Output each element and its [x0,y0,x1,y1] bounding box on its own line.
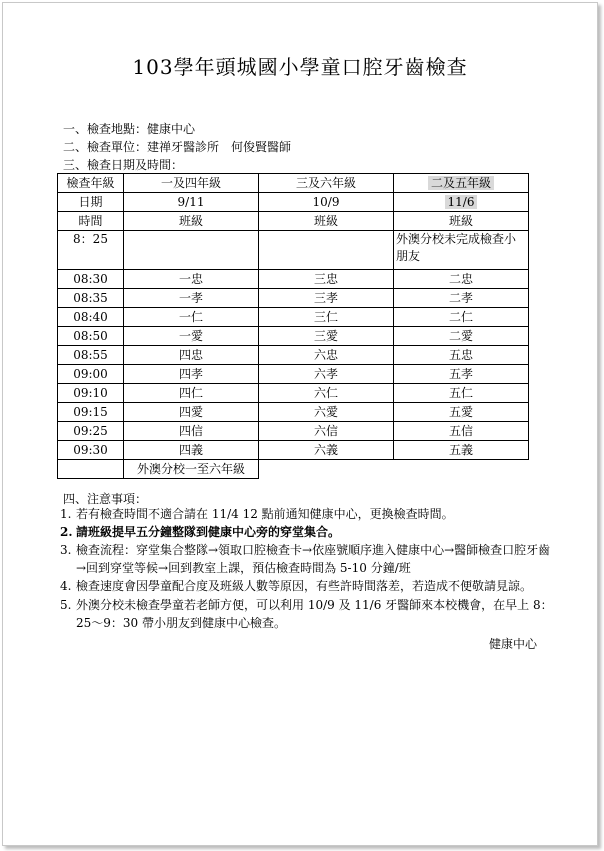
note-item [60,505,560,523]
table-cell [58,460,124,479]
table-row [58,346,529,365]
table-cell: 二愛 [394,327,529,346]
note-item [60,541,560,577]
table-cell: 六義 [259,441,394,460]
table-cell: 三忠 [259,270,394,289]
table-header-cell [394,174,529,193]
table-row [58,327,529,346]
note-item [60,596,560,632]
table-cell: 二忠 [394,270,529,289]
table-cell: 五愛 [394,403,529,422]
table-header-cell: 檢查年級 [58,174,124,193]
table-cell: 六信 [259,422,394,441]
note-item [60,577,560,595]
schedule-table [57,173,529,479]
document-page [2,2,598,846]
table-cell: 一忠 [124,270,259,289]
table-cell: 08:30 [58,270,124,289]
note-number: 2. [60,525,73,539]
note-number: 4. [60,579,72,593]
table-cell [394,193,529,212]
table-cell: 五信 [394,422,529,441]
page-title: 103學年頭城國小學童口腔牙齒檢查 [132,55,468,79]
table-cell: 9/11 [124,193,259,212]
table-cell: 四忠 [124,346,259,365]
table-row [58,289,529,308]
note-text: 請班級提早五分鐘整隊到健康中心旁的穿堂集合。 [76,525,341,539]
table-cell: 五忠 [394,346,529,365]
note-number: 5. [60,598,72,612]
note-number: 3. [60,543,72,557]
table-cell: 四孝 [124,365,259,384]
note-item [60,523,560,541]
table-cell [259,231,394,270]
notes-heading: 四、注意事項： [63,492,148,506]
table-cell: 三孝 [259,289,394,308]
table-cell: 一愛 [124,327,259,346]
table-cell: 一孝 [124,289,259,308]
table-cell: 09:10 [58,384,124,403]
table-row [58,231,529,270]
table-row [58,308,529,327]
table-row [58,422,529,441]
table-row [58,270,529,289]
table-row [58,441,529,460]
note-text: 外澳分校未檢查學童若老師方便，可以利用 10/9 及 11/6 牙醫師來本校機會，在早上 8：25～9：30 帶小朋友到健康中心檢查。 [76,598,553,630]
table-cell: 五孝 [394,365,529,384]
table-cell: 09:25 [58,422,124,441]
info-date: 三、檢查日期及時間： [63,158,184,172]
table-cell: 8：25 [58,231,124,270]
note-text: 檢查流程：穿堂集合整隊→領取口腔檢查卡→依座號順序進入健康中心→醫師檢查口腔牙齒→回到穿堂等候→回到教室上課，預估檢查時間為 5-10 分鐘/班 [76,543,551,575]
table-cell: 一仁 [124,308,259,327]
note-text: 若有檢查時間不適合請在 11/4 12 點前通知健康中心，更換檢查時間。 [76,507,454,521]
table-cell: 班級 [394,212,529,231]
table-cell: 班級 [259,212,394,231]
table-cell: 外澳分校未完成檢查小朋友 [394,231,529,270]
note-text: 檢查速度會因學童配合度及班級人數等原因，有些許時間落差，若造成不便敬請見諒。 [76,579,533,593]
table-header-row [58,174,529,193]
highlighted-grade: 二及五年級 [428,176,494,190]
note-number: 1. [60,507,72,521]
table-cell: 三仁 [259,308,394,327]
table-cell: 四愛 [124,403,259,422]
table-cell: 08:35 [58,289,124,308]
table-row [58,403,529,422]
table-empty [259,460,394,479]
table-cell: 五仁 [394,384,529,403]
table-date-row [58,193,529,212]
table-cell: 09:30 [58,441,124,460]
table-cell: 09:15 [58,403,124,422]
signature: 健康中心 [488,637,537,651]
table-cell: 五義 [394,441,529,460]
table-cell: 08:50 [58,327,124,346]
table-cell: 08:55 [58,346,124,365]
table-cell: 六孝 [259,365,394,384]
table-cell: 四信 [124,422,259,441]
table-cell: 日期 [58,193,124,212]
highlighted-date: 11/6 [445,195,478,209]
table-time-row [58,212,529,231]
table-cell: 時間 [58,212,124,231]
table-cell: 08:40 [58,308,124,327]
table-row [58,384,529,403]
table-cell: 09:00 [58,365,124,384]
table-cell: 二孝 [394,289,529,308]
table-cell: 四仁 [124,384,259,403]
table-cell [124,231,259,270]
table-cell: 班級 [124,212,259,231]
table-cell: 外澳分校一至六年級 [124,460,259,479]
table-cell: 三愛 [259,327,394,346]
table-footer-row [58,460,529,479]
table-cell: 二仁 [394,308,529,327]
table-cell: 10/9 [259,193,394,212]
table-cell: 六忠 [259,346,394,365]
table-cell: 六愛 [259,403,394,422]
table-cell: 六仁 [259,384,394,403]
table-header-cell: 三及六年級 [259,174,394,193]
table-header-cell: 一及四年級 [124,174,259,193]
info-unit: 二、檢查單位：建禅牙醫診所 何俊賢醫師 [63,140,292,154]
table-empty [394,460,529,479]
info-place: 一、檢查地點：健康中心 [63,122,196,136]
table-row [58,365,529,384]
table-cell: 四義 [124,441,259,460]
